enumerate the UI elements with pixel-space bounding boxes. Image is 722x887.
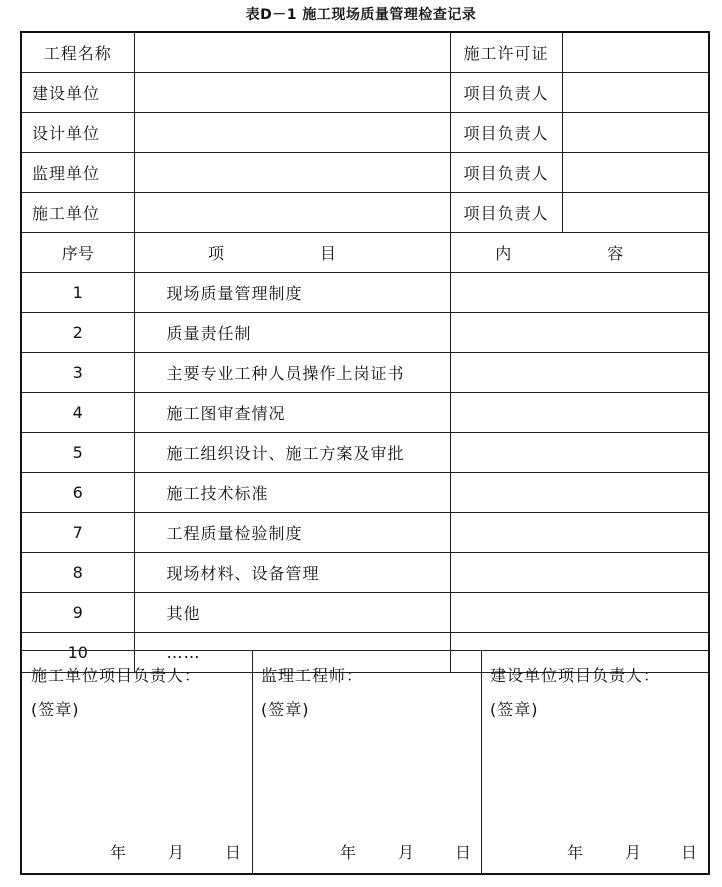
table-row <box>22 433 708 473</box>
item-column-header <box>134 233 450 273</box>
supervision-manager-label: 项目负责人 <box>450 153 562 193</box>
row-content-field[interactable] <box>450 313 708 353</box>
owner-signature-block[interactable] <box>481 651 708 873</box>
permit-label: 施工许可证 <box>450 33 562 73</box>
signature-day: 日 <box>455 843 472 862</box>
row-item: 主要专业工种人员操作上岗证书 <box>134 353 450 393</box>
row-number: 10 <box>22 633 134 673</box>
owner-unit-field[interactable] <box>134 73 450 113</box>
row-content-field[interactable] <box>450 473 708 513</box>
signature-stamp: (签章) <box>490 700 539 719</box>
row-content-field[interactable] <box>450 433 708 473</box>
construction-unit-field[interactable] <box>134 193 450 233</box>
row-item: 施工技术标准 <box>134 473 450 513</box>
row-item: 现场材料、设备管理 <box>134 553 450 593</box>
row-number: 7 <box>22 513 134 553</box>
owner-unit-label: 建设单位 <box>22 73 134 113</box>
signature-year: 年 <box>110 843 127 862</box>
signature-year: 年 <box>567 843 584 862</box>
row-number: 9 <box>22 593 134 633</box>
row-number: 5 <box>22 433 134 473</box>
seq-column-header: 序号 <box>22 233 134 273</box>
table-row <box>22 553 708 593</box>
permit-field[interactable] <box>562 33 708 73</box>
design-manager-label: 项目负责人 <box>450 113 562 153</box>
construction-manager-label: 项目负责人 <box>450 193 562 233</box>
header-row-owner <box>22 73 708 113</box>
item-column-header-text: 项 目 <box>207 244 376 263</box>
table-row <box>22 313 708 353</box>
owner-manager-label: 项目负责人 <box>450 73 562 113</box>
quality-inspection-form <box>20 31 710 875</box>
row-item: 工程质量检验制度 <box>134 513 450 553</box>
construction-unit-label: 施工单位 <box>22 193 134 233</box>
supervision-manager-field[interactable] <box>562 153 708 193</box>
table-caption: 表D－1 施工现场质量管理检查记录 <box>245 7 477 23</box>
row-number: 4 <box>22 393 134 433</box>
construction-manager-field[interactable] <box>562 193 708 233</box>
signature-month: 月 <box>398 843 415 862</box>
row-content-field[interactable] <box>450 393 708 433</box>
row-content-field[interactable] <box>450 553 708 593</box>
supervision-unit-label: 监理单位 <box>22 153 134 193</box>
design-manager-field[interactable] <box>562 113 708 153</box>
project-name-field[interactable] <box>134 33 450 73</box>
table-row <box>22 353 708 393</box>
content-column-header-text: 内 容 <box>495 244 664 263</box>
supervision-unit-field[interactable] <box>134 153 450 193</box>
row-item: 施工图审查情况 <box>134 393 450 433</box>
table-row <box>22 393 708 433</box>
row-item: 施工组织设计、施工方案及审批 <box>134 433 450 473</box>
signature-month: 月 <box>625 843 642 862</box>
row-item: 现场质量管理制度 <box>134 273 450 313</box>
header-row-supervision <box>22 153 708 193</box>
supervisor-signature-block[interactable] <box>252 651 481 873</box>
signature-year: 年 <box>340 843 357 862</box>
row-content-field[interactable] <box>450 593 708 633</box>
row-number: 8 <box>22 553 134 593</box>
signature-stamp: (签章) <box>31 700 80 719</box>
row-number: 6 <box>22 473 134 513</box>
row-content-field[interactable] <box>450 353 708 393</box>
row-item: 其他 <box>134 593 450 633</box>
row-content-field[interactable] <box>450 273 708 313</box>
table-row <box>22 273 708 313</box>
row-item: …… <box>134 633 450 673</box>
design-unit-field[interactable] <box>134 113 450 153</box>
header-row-project-name <box>22 33 708 73</box>
signature-role: 建设单位项目负责人： <box>490 666 661 685</box>
row-item: 质量责任制 <box>134 313 450 353</box>
signature-day: 日 <box>681 843 698 862</box>
design-unit-label: 设计单位 <box>22 113 134 153</box>
construction-signature-block[interactable] <box>22 651 252 873</box>
table-row <box>22 593 708 633</box>
signature-day: 日 <box>225 843 242 862</box>
table-row <box>22 513 708 553</box>
row-number: 3 <box>22 353 134 393</box>
header-row-construction <box>22 193 708 233</box>
column-header-row <box>22 233 708 273</box>
signature-role: 施工单位项目负责人： <box>31 666 202 685</box>
row-number: 2 <box>22 313 134 353</box>
content-column-header <box>450 233 708 273</box>
owner-manager-field[interactable] <box>562 73 708 113</box>
row-number: 1 <box>22 273 134 313</box>
row-content-field[interactable] <box>450 513 708 553</box>
table-row <box>22 473 708 513</box>
signature-month: 月 <box>168 843 185 862</box>
project-name-label: 工程名称 <box>22 33 134 73</box>
header-row-design <box>22 113 708 153</box>
form-table <box>22 33 708 673</box>
signature-role: 监理工程师： <box>261 666 364 685</box>
signature-stamp: (签章) <box>261 700 310 719</box>
